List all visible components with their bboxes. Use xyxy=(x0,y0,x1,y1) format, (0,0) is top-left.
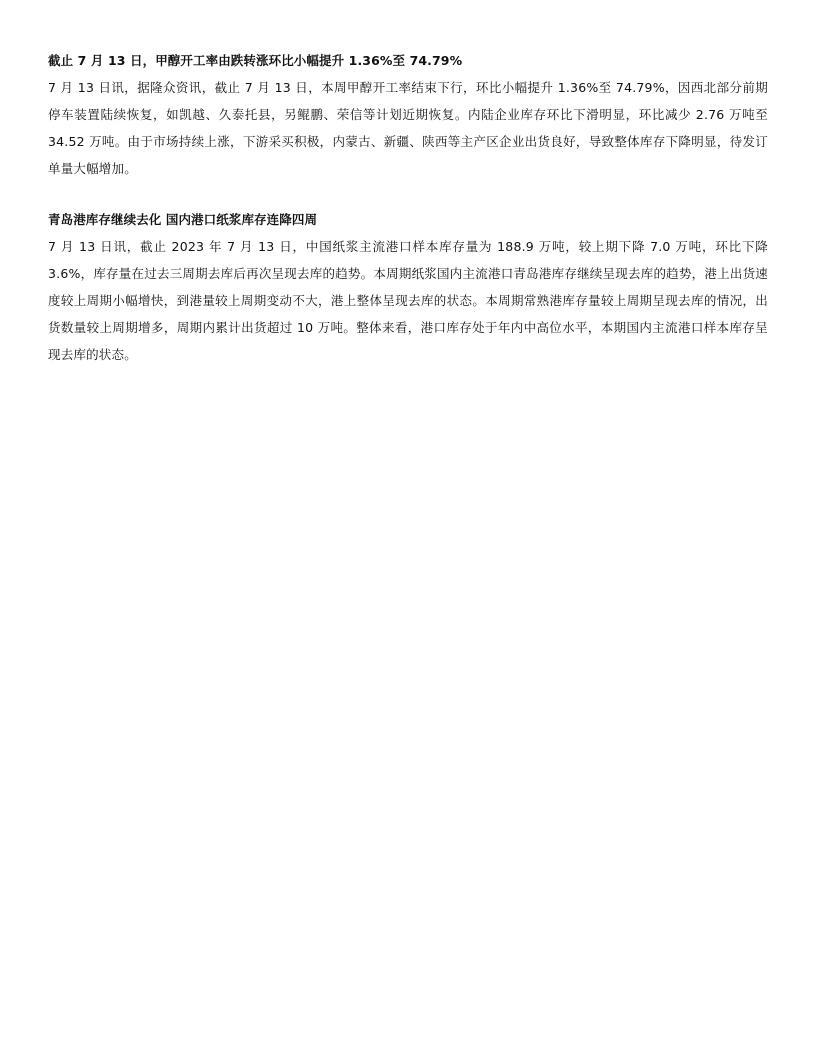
document-page xyxy=(48,48,768,393)
article-pulp xyxy=(48,207,768,368)
article-methanol xyxy=(48,48,768,182)
article-body: 7 月 13 日讯，据隆众资讯，截止 7 月 13 日，本周甲醇开工率结束下行，环比小幅提升 1.36%至 74.79%，因西北部分前期停车装置陆续恢复，如凯越、久泰托县，另鲲鹏、荣信等计划近期恢复。内陆企业库存环比下滑明显，环比减少 2.76 万吨至 34.52 万吨。由于市场持续上涨，下游采买积极，内蒙古、新疆、陕西等主产区企业出货良好，导致整体库存下降明显，待发订单量大幅增加。 xyxy=(48,80,768,176)
article-body: 7 月 13 日讯，截止 2023 年 7 月 13 日，中国纸浆主流港口样本库存量为 188.9 万吨，较上期下降 7.0 万吨，环比下降 3.6%，库存量在过去三周期去库后再次呈现去库的趋势。本周期纸浆国内主流港口青岛港库存继续呈现去库的趋势，港上出货速度较上周期小幅增快，到港量较上周期变动不大，港上整体呈现去库的状态。本周期常熟港库存量较上周期呈现去库的情况，出货数量较上周期增多，周期内累计出货超过 10 万吨。整体来看，港口库存处于年内中高位水平，本期国内主流港口样本库存呈现去库的状态。 xyxy=(48,239,768,362)
article-title: 青岛港库存继续去化 国内港口纸浆库存连降四周 xyxy=(48,212,318,227)
article-title: 截止 7 月 13 日，甲醇开工率由跌转涨环比小幅提升 1.36%至 74.79% xyxy=(48,53,463,68)
